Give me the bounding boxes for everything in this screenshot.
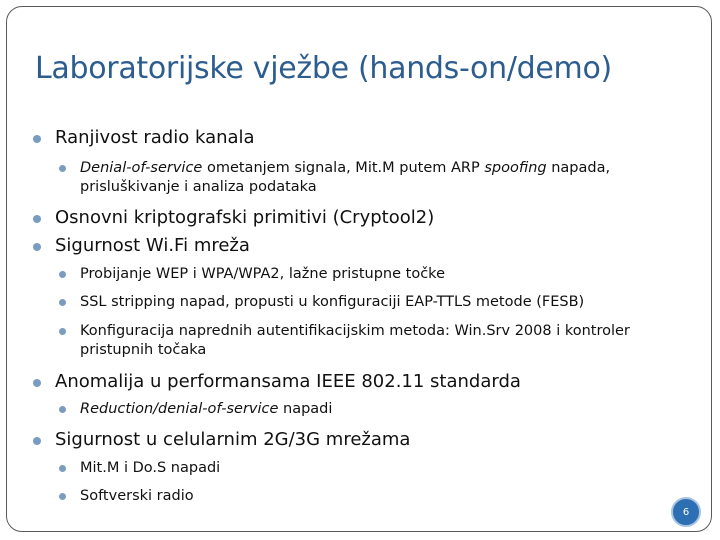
sub-bullet-dot-icon [59, 165, 66, 172]
sub-bullet-ssl [62, 293, 682, 312]
sub-bullet-dot-icon [59, 406, 66, 413]
sub-bullet-dot-icon [59, 271, 66, 278]
bullet-dot-icon [33, 243, 41, 251]
sub-bullet-text: Softverski radio [80, 488, 194, 504]
sub-bullet-konfiguracija [62, 322, 682, 360]
sub-bullet-text: SSL stripping napad, propusti u konfiguraciji EAP-TTLS metode (FESB) [80, 294, 585, 310]
sub-bullet-dot-icon [59, 493, 66, 500]
bullet-text: Sigurnost u celularnim 2G/3G mrežama [55, 429, 411, 450]
bullet-text: Osnovni kriptografski primitivi (Cryptool2) [55, 207, 435, 228]
sub-bullet-part: napadi [278, 401, 333, 417]
sub-bullet-radio [62, 487, 682, 506]
bullet-wifi [37, 235, 250, 256]
sub-bullet-part: ometanjem signala, Mit.M putem ARP [202, 160, 485, 176]
sub-bullet-dot-icon [59, 299, 66, 306]
sub-bullet-text: Probijanje WEP i WPA/WPA2, lažne pristupne točke [80, 266, 445, 282]
slide [6, 6, 712, 532]
bullet-text: Sigurnost Wi.Fi mreža [55, 235, 250, 256]
sub-bullet-wep [62, 265, 682, 284]
bullet-dot-icon [33, 379, 41, 387]
page-number-badge: 6 [671, 497, 701, 527]
bullet-text: Anomalija u performansama IEEE 802.11 standarda [55, 371, 521, 392]
sub-bullet-text [80, 159, 682, 197]
sub-bullet-text: Mit.M i Do.S napadi [80, 460, 221, 476]
sub-bullet-dos [62, 159, 682, 197]
sub-bullet-em: Reduction/denial-of-service [80, 401, 279, 417]
bullet-ranjivost [37, 127, 255, 148]
bullet-kripto [37, 207, 434, 228]
slide-title: Laboratorijske vježbe (hands-on/demo) [35, 51, 612, 86]
sub-bullet-part2: napada, prisluškivanje i analiza podataka [80, 160, 611, 195]
sub-bullet-em: Denial-of-service [80, 160, 203, 176]
sub-bullet-dot-icon [59, 328, 66, 335]
sub-bullet-mitm [62, 459, 682, 478]
bullet-dot-icon [33, 215, 41, 223]
bullet-dot-icon [33, 437, 41, 445]
bullet-celularne [37, 429, 410, 450]
bullet-anomalija [37, 371, 521, 392]
sub-bullet-em2: spoofing [484, 160, 547, 176]
sub-bullet-text [80, 400, 682, 419]
sub-bullet-dot-icon [59, 465, 66, 472]
sub-bullet-reduction [62, 400, 682, 419]
sub-bullet-text: Konfiguracija naprednih autentifikacijskim metoda: Win.Srv 2008 i kontroler pristupnih točaka [80, 323, 630, 358]
bullet-text: Ranjivost radio kanala [55, 127, 255, 148]
bullet-dot-icon [33, 135, 41, 143]
